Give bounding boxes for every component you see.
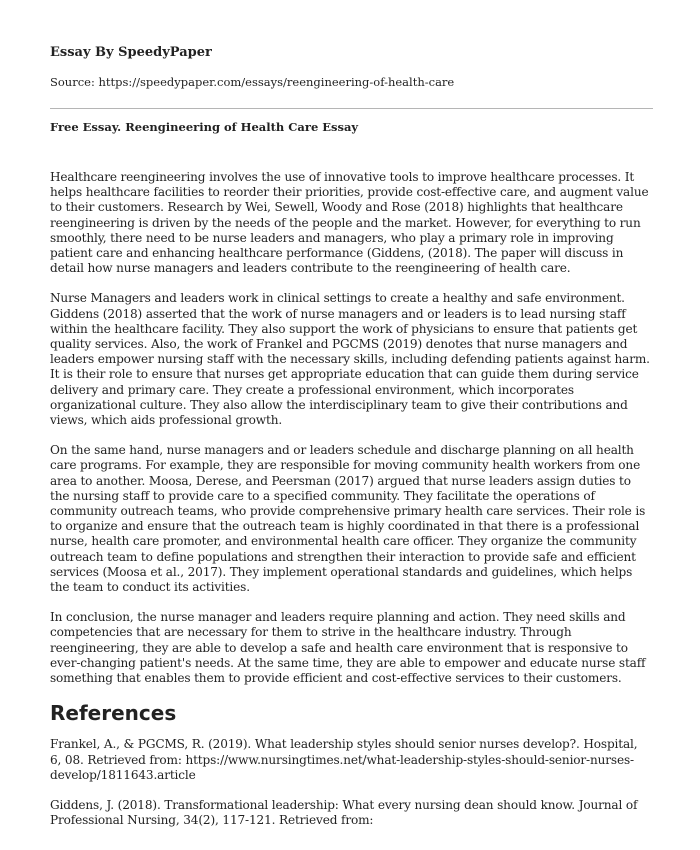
paragraph-conclusion: In conclusion, the nurse manager and leaders require planning and action. They need skills and competencies that are necessary for them to strive in the healthcare industry. Through reengineering, they are able to develop a safe and health care environment that is responsive to ever-changing patient's needs. At the same time, they are able to empower and educate nurse staff something that enables them to provide efficient and cost-effective services to their customers.: [50, 610, 646, 686]
references-heading: References: [50, 701, 177, 726]
paragraph-scheduling: On the same hand, nurse managers and or leaders schedule and discharge planning on all health care programs. For example, they are responsible for moving community health workers from one area to another. Moosa, Derese, and Peersman (2017) argued that nurse leaders assign duties to the nursing staff to provide care to a specified community. They facilitate the operations of community outreach teams, who provide comprehensive primary health care services. Their role is to organize and ensure that the outreach team is highly coordinated in that there is a professional nurse, health care promoter, and environmental health care officer. They organize the community outreach team to define populations and strengthen their interaction to provide safe and efficient services (Moosa et al., 2017). They implement operational standards and guidelines, which helps the team to conduct its activities.: [50, 443, 646, 595]
reference-item-giddens: Giddens, J. (2018). Transformational leadership: What every nursing dean should know. Journal of Professional Nursing, 34(2), 117-121. Retrieved from:: [50, 797, 638, 828]
site-brand: Essay By SpeedyPaper: [50, 45, 212, 60]
source-url[interactable]: Source: https://speedypaper.com/essays/reengineering-of-health-care: [50, 75, 455, 89]
essay-title: Free Essay. Reengineering of Health Care Essay: [50, 120, 359, 134]
paragraph-introduction: Healthcare reengineering involves the use of innovative tools to improve healthcare processes. It helps healthcare facilities to reorder their priorities, provide cost-effective care, and augment value to their customers. Research by Wei, Sewell, Woody and Rose (2018) highlights that healthcare reengineering is driven by the needs of the people and the market. However, for everything to run smoothly, there need to be nurse leaders and managers, who play a primary role in improving patient care and enhancing healthcare performance (Giddens, (2018). The paper will discuss in detail how nurse managers and leaders contribute to the reengineering of health care.: [50, 170, 649, 276]
reference-item-frankel: Frankel, A., & PGCMS, R. (2019). What leadership styles should senior nurses develop?. Hospital, 6, 08. Retrieved from: https://www.nursingtimes.net/what-leadership-styles-should-senior-nurses-develop/1811643.article: [50, 737, 638, 782]
header-divider: [50, 108, 653, 109]
paragraph-nurse-managers: Nurse Managers and leaders work in clinical settings to create a healthy and safe environment. Giddens (2018) asserted that the work of nurse managers and or leaders is to lead nursing staff within the healthcare facility. They also support the work of physicians to ensure that patients get quality services. Also, the work of Frankel and PGCMS (2019) denotes that nurse managers and leaders empower nursing staff with the necessary skills, including defending patients against harm. It is their role to ensure that nurses get appropriate education that can guide them during service delivery and primary care. They create a professional environment, which incorporates organizational culture. They also allow the interdisciplinary team to give their contributions and views, which aids professional growth.: [50, 291, 650, 428]
essay-body: [50, 170, 652, 843]
